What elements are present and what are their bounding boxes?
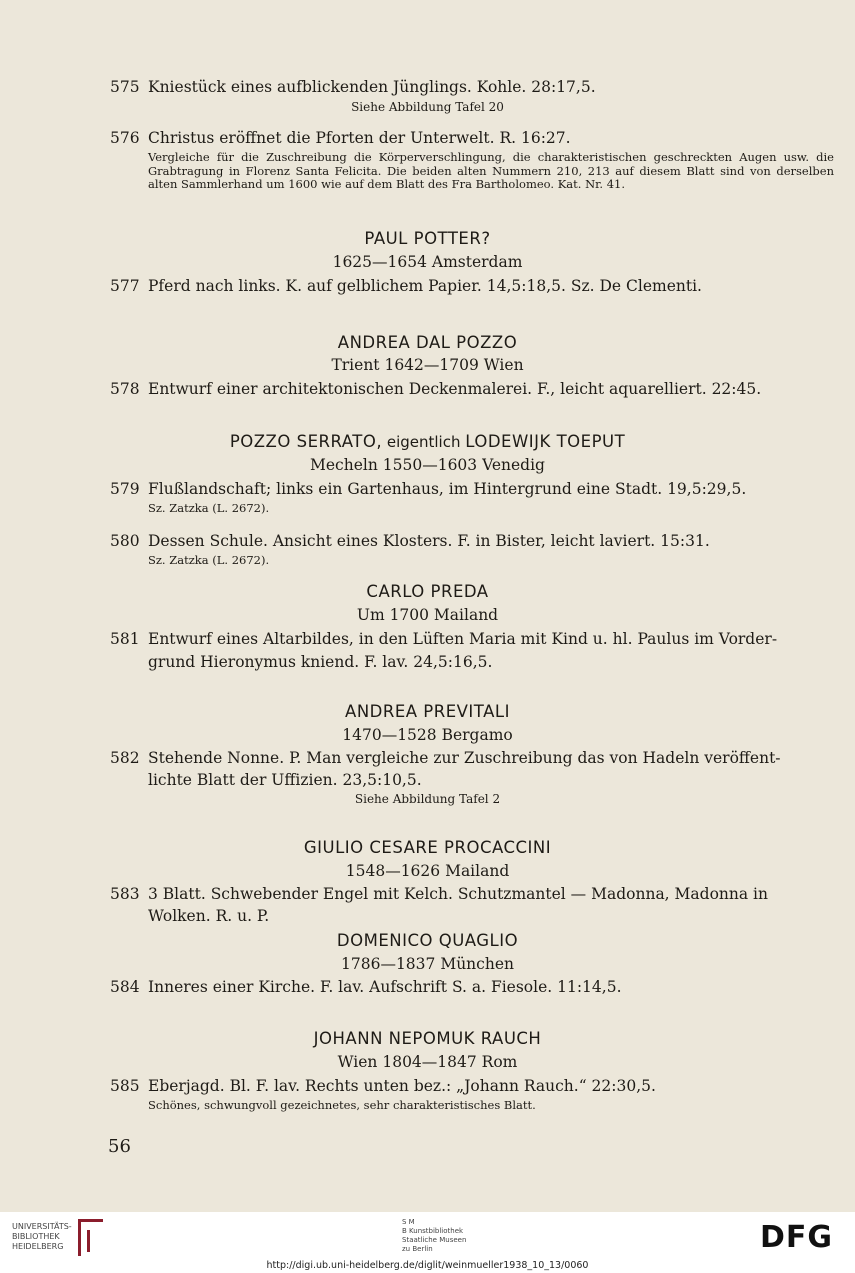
- smb-line: zu Berlin: [402, 1245, 433, 1253]
- entry-585: [110, 1075, 830, 1097]
- artist-dates: Um 1700 Mailand: [356, 606, 499, 624]
- entry-text: Entwurf eines Altarbildes, in den Lüften Maria mit Kind u. hl. Paulus im Vorder-: [148, 630, 778, 648]
- entry-584: [110, 976, 830, 998]
- entry-continuation: lichte Blatt der Uffizien. 23,5:10,5.: [148, 771, 422, 789]
- artist-dates: Mecheln 1550—1603 Venedig: [310, 456, 545, 474]
- artist-name: [0, 432, 855, 451]
- artist-dates: Trient 1642—1709 Wien: [331, 356, 524, 374]
- entry-number: 582: [110, 749, 140, 767]
- page-number: 56: [108, 1136, 131, 1157]
- entry-note: Sz. Zatzka (L. 2672).: [148, 501, 270, 515]
- artist-name: DOMENICO QUAGLIO: [336, 931, 519, 950]
- entry-579: [110, 478, 830, 500]
- entry-number: 584: [110, 978, 140, 996]
- uni-line: BIBLIOTHEK: [12, 1232, 60, 1241]
- artist-name-connector: eigentlich: [382, 433, 466, 451]
- entry-text: Pferd nach links. K. auf gelblichem Papier. 14,5:18,5. Sz. De Clementi.: [148, 277, 702, 295]
- plate-reference: Siehe Abbildung Tafel 20: [351, 100, 504, 114]
- artist-name-alias: LODEWIJK TOEPUT: [465, 432, 626, 451]
- artist-name: ANDREA DAL POZZO: [337, 333, 518, 352]
- artist-dates: 1470—1528 Bergamo: [342, 726, 513, 744]
- entry-581: [110, 628, 830, 650]
- entry-number: 577: [110, 277, 140, 295]
- entry-582: [110, 747, 830, 769]
- entry-583: [110, 883, 830, 905]
- entry-continuation: Wolken. R. u. P.: [148, 907, 270, 925]
- entry-text: Flußlandschaft; links ein Gartenhaus, im Hintergrund eine Stadt. 19,5:29,5.: [148, 480, 747, 498]
- smb-line: Staatliche Museen: [402, 1236, 467, 1244]
- artist-name: GIULIO CESARE PROCACCINI: [303, 838, 552, 857]
- university-library-logo-icon: [78, 1219, 103, 1256]
- uni-line: HEIDELBERG: [12, 1242, 64, 1251]
- entry-number: 585: [110, 1077, 140, 1095]
- artist-dates: 1548—1626 Mailand: [345, 862, 510, 880]
- entry-continuation: grund Hieronymus kniend. F. lav. 24,5:16,5.: [148, 653, 493, 671]
- entry-number: 583: [110, 885, 140, 903]
- entry-number: 579: [110, 480, 140, 498]
- dfg-logo: DFG: [760, 1220, 834, 1255]
- smb-logo-text: [402, 1218, 466, 1254]
- entry-text: Inneres einer Kirche. F. lav. Aufschrift S. a. Fiesole. 11:14,5.: [148, 978, 622, 996]
- plate-reference: Siehe Abbildung Tafel 2: [354, 792, 501, 806]
- entry-number: 578: [110, 380, 140, 398]
- entry-577: [110, 275, 830, 297]
- entry-note: Sz. Zatzka (L. 2672).: [148, 553, 270, 567]
- entry-number: 580: [110, 532, 140, 550]
- artist-dates: 1625—1654 Amsterdam: [332, 253, 523, 271]
- entry-text: Christus eröffnet die Pforten der Unterwelt. R. 16:27.: [148, 129, 571, 147]
- entry-number: 575: [110, 78, 140, 96]
- artist-name: JOHANN NEPOMUK RAUCH: [313, 1029, 542, 1048]
- entry-575: [110, 76, 830, 98]
- university-library-logo-text: [12, 1222, 72, 1252]
- entry-note: Vergleiche für die Zuschreibung die Körperverschlingung, die charakteristischen geschreckten Augen usw. die Grabtragung in Florenz Santa Felicita. Die beiden alten Nummern 210, 213 auf diesem Blatt sind von derselben alten Sammlerhand um 1600 wie auf dem Blatt des Fra Bartholomeo. Kat. Nr. 41.: [148, 150, 834, 191]
- smb-line: S M: [402, 1218, 415, 1226]
- entry-576: [110, 127, 830, 149]
- artist-dates: Wien 1804—1847 Rom: [337, 1053, 518, 1071]
- entry-text: Stehende Nonne. P. Man vergleiche zur Zuschreibung das von Hadeln veröffent-: [148, 749, 781, 767]
- entry-note: Schönes, schwungvoll gezeichnetes, sehr charakteristisches Blatt.: [148, 1098, 536, 1112]
- artist-name: ANDREA PREVITALI: [345, 702, 510, 721]
- smb-line: B Kunstbibliothek: [402, 1227, 464, 1235]
- entry-text: Eberjagd. Bl. F. lav. Rechts unten bez.: „Johann Rauch.“ 22:30,5.: [148, 1077, 656, 1095]
- entry-578: [110, 378, 830, 400]
- artist-name: CARLO PREDA: [366, 582, 489, 601]
- source-url[interactable]: http://digi.ub.uni-heidelberg.de/diglit/weinmueller1938_10_13/0060: [266, 1260, 589, 1271]
- artist-name-primary: POZZO SERRATO,: [229, 432, 383, 451]
- artist-name: PAUL POTTER?: [364, 229, 491, 248]
- artist-dates: 1786—1837 München: [341, 955, 514, 973]
- entry-580: [110, 530, 830, 552]
- entry-text: Kniestück eines aufblickenden Jünglings. Kohle. 28:17,5.: [148, 78, 596, 96]
- entry-number: 576: [110, 129, 140, 147]
- footer-bar: [0, 1212, 855, 1273]
- uni-line: UNIVERSITÄTS-: [12, 1222, 72, 1231]
- entry-text: Entwurf einer architektonischen Deckenmalerei. F., leicht aquarelliert. 22:45.: [148, 380, 762, 398]
- entry-number: 581: [110, 630, 140, 648]
- entry-text: Dessen Schule. Ansicht eines Klosters. F. in Bister, leicht laviert. 15:31.: [148, 532, 710, 550]
- entry-text: 3 Blatt. Schwebender Engel mit Kelch. Schutzmantel — Madonna, Madonna in: [148, 885, 768, 903]
